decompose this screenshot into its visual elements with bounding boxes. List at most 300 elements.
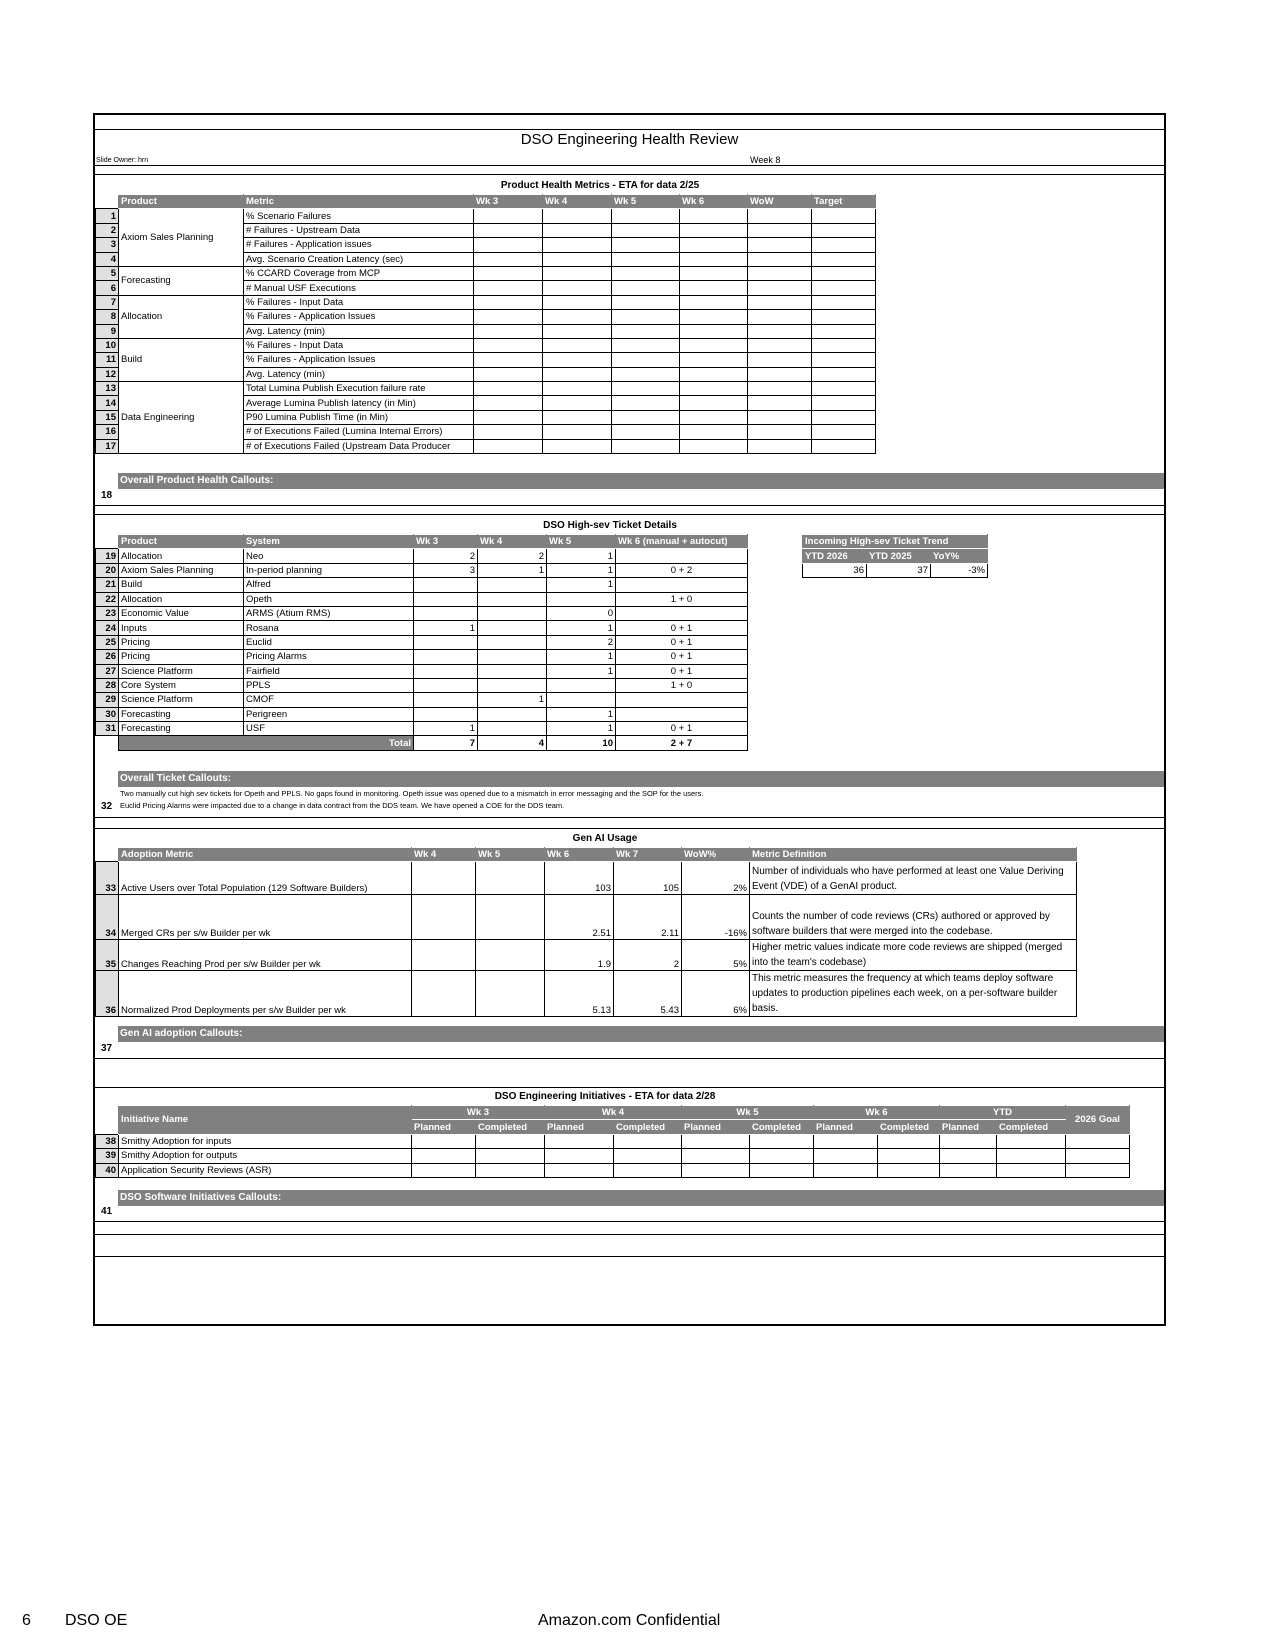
wk6-count: 0 + 1 [616, 722, 748, 736]
wk4-value [412, 971, 476, 1017]
wk5-count: 2 [547, 635, 616, 649]
system-name: Perigreen [244, 707, 414, 721]
wk3-count [414, 606, 478, 620]
sub-header: Planned [412, 1120, 476, 1134]
row-number: 29 [96, 693, 119, 707]
row-number: 32 [101, 801, 113, 812]
wk3-count [414, 664, 478, 678]
system-name: Alfred [244, 578, 414, 592]
header-spacer [96, 535, 119, 549]
value-cell [1066, 1163, 1130, 1177]
genai-callouts-title: Gen AI adoption Callouts: [118, 1026, 1164, 1042]
wk3-count [414, 707, 478, 721]
wk5-count: 1 [547, 664, 616, 678]
wk4-count: 1 [478, 693, 547, 707]
value-cell [543, 281, 612, 295]
value-cell [680, 281, 748, 295]
value-cell [748, 238, 812, 252]
value-cell [748, 310, 812, 324]
initiatives-table [95, 1105, 1130, 1178]
value-cell [878, 1134, 940, 1148]
sub-header: Planned [545, 1120, 614, 1134]
wk3-count [414, 650, 478, 664]
wow-value: 2% [682, 862, 750, 895]
product-name: Axiom Sales Planning [119, 209, 244, 267]
callout-line: Two manually cut high sev tickets for Opeth and PPLS. No gaps found in monitoring. Opeth issue was opened due to a mismatch in error messaging and the SOP for the users. [120, 789, 704, 798]
value-cell [474, 281, 543, 295]
wk4-count [478, 635, 547, 649]
wk4-count [478, 578, 547, 592]
value-cell [612, 439, 680, 453]
total-wk4: 4 [478, 736, 547, 750]
divider [95, 828, 1164, 829]
week-header: Wk 5 [682, 1106, 814, 1120]
value-cell [680, 310, 748, 324]
health-callouts-title: Overall Product Health Callouts: [118, 473, 1164, 489]
table-header-row [96, 195, 876, 209]
total-label: Total [119, 736, 414, 750]
tickets-callouts-title: Overall Ticket Callouts: [118, 771, 1164, 787]
initiative-name: Smithy Adoption for inputs [119, 1134, 412, 1148]
wk5-count: 1 [547, 707, 616, 721]
table-row [96, 266, 876, 280]
value-cell [812, 382, 876, 396]
value-cell [748, 338, 812, 352]
column-header: Wk 3 [414, 535, 478, 549]
wk4-value [412, 862, 476, 895]
value-cell [543, 382, 612, 396]
system-name: Fairfield [244, 664, 414, 678]
sub-header: Planned [814, 1120, 878, 1134]
row-number: 23 [96, 606, 119, 620]
value-cell [748, 295, 812, 309]
value-cell [680, 353, 748, 367]
sub-header: Completed [878, 1120, 940, 1134]
value-cell [682, 1149, 750, 1163]
wk4-count [478, 722, 547, 736]
value-cell [612, 382, 680, 396]
wk3-count: 1 [414, 722, 478, 736]
divider [95, 817, 1164, 818]
value-cell [748, 367, 812, 381]
table-row [96, 940, 1077, 971]
sub-header: Planned [940, 1120, 997, 1134]
wk5-count: 1 [547, 549, 616, 563]
table-row [96, 707, 748, 721]
value-cell [812, 410, 876, 424]
row-number: 20 [96, 563, 119, 577]
value-cell [814, 1163, 878, 1177]
week-header: Wk 3 [412, 1106, 545, 1120]
table-row [96, 338, 876, 352]
value-cell [543, 310, 612, 324]
row-number: 16 [96, 425, 119, 439]
row-number: 25 [96, 635, 119, 649]
table-row [96, 592, 748, 606]
trend-title: Incoming High-sev Ticket Trend [803, 535, 988, 549]
tickets-table [95, 534, 748, 751]
row-number: 24 [96, 621, 119, 635]
system-name: In-period planning [244, 563, 414, 577]
value-cell [940, 1163, 997, 1177]
value-cell [812, 295, 876, 309]
value-cell [997, 1134, 1066, 1148]
row-number: 19 [96, 549, 119, 563]
value-cell [748, 425, 812, 439]
value-cell [545, 1134, 614, 1148]
value-cell [812, 238, 876, 252]
product-name: Allocation [119, 592, 244, 606]
row-number: 34 [96, 895, 119, 940]
initiatives-callouts-title: DSO Software Initiatives Callouts: [118, 1190, 1164, 1206]
column-header: System [244, 535, 414, 549]
value-cell [680, 324, 748, 338]
row-number: 10 [96, 338, 119, 352]
value-cell [612, 396, 680, 410]
wk4-count: 2 [478, 549, 547, 563]
spacer [96, 736, 119, 750]
wk4-count: 1 [478, 563, 547, 577]
value-cell [1066, 1134, 1130, 1148]
table-row [96, 1163, 1130, 1177]
value-cell [474, 439, 543, 453]
value-cell [750, 1149, 814, 1163]
wk3-count [414, 678, 478, 692]
week-header: Wk 6 [814, 1106, 940, 1120]
metric-name: Total Lumina Publish Execution failure rate [244, 382, 474, 396]
value-cell [680, 338, 748, 352]
product-name: Forecasting [119, 266, 244, 295]
system-name: Pricing Alarms [244, 650, 414, 664]
product-name: Build [119, 578, 244, 592]
product-name: Pricing [119, 650, 244, 664]
table-row [96, 862, 1077, 895]
wk5-value [476, 862, 545, 895]
value-cell [812, 209, 876, 223]
value-cell [543, 425, 612, 439]
wk6-count: 0 + 1 [616, 635, 748, 649]
wk6-value: 5.13 [545, 971, 614, 1017]
value-cell [748, 353, 812, 367]
total-wk6: 2 + 7 [616, 736, 748, 750]
table-header-row [96, 535, 748, 549]
value-cell [814, 1134, 878, 1148]
wk6-count: 0 + 1 [616, 664, 748, 678]
value-cell [412, 1134, 476, 1148]
product-name: Pricing [119, 635, 244, 649]
wk6-count [616, 549, 748, 563]
callout-line: Euclid Pricing Alarms were impacted due to a change in data contract from the DDS team. We have opened a COE for the DDS team. [120, 801, 565, 810]
value-cell [812, 425, 876, 439]
table-header-row [96, 1106, 1130, 1120]
metric-name: Average Lumina Publish latency (in Min) [244, 396, 474, 410]
value-cell [612, 266, 680, 280]
metric-name: Avg. Latency (min) [244, 324, 474, 338]
value-cell [474, 266, 543, 280]
wk6-value: 1.9 [545, 940, 614, 971]
column-header: Wk 5 [612, 195, 680, 209]
value-cell [1066, 1149, 1130, 1163]
value-cell [680, 410, 748, 424]
value-cell [940, 1149, 997, 1163]
divider [95, 174, 1164, 175]
value-cell [543, 353, 612, 367]
value-cell [474, 410, 543, 424]
row-number: 30 [96, 707, 119, 721]
row-number: 21 [96, 578, 119, 592]
value-cell [612, 252, 680, 266]
value-cell [543, 439, 612, 453]
sub-header: Completed [997, 1120, 1066, 1134]
wk4-count [478, 621, 547, 635]
metric-name: P90 Lumina Publish Time (in Min) [244, 410, 474, 424]
table-row [96, 578, 748, 592]
system-name: USF [244, 722, 414, 736]
column-header: Product [119, 195, 244, 209]
metric-name: % Failures - Input Data [244, 338, 474, 352]
table-row [96, 382, 876, 396]
column-header: Metric Definition [750, 848, 1077, 862]
row-number: 35 [96, 940, 119, 971]
metric-name: % Failures - Application Issues [244, 310, 474, 324]
wk4-count [478, 592, 547, 606]
column-header: Wk 4 [412, 848, 476, 862]
value-cell [543, 238, 612, 252]
value-cell [474, 295, 543, 309]
product-name: Economic Value [119, 606, 244, 620]
value-cell [682, 1134, 750, 1148]
value-cell [612, 425, 680, 439]
product-name: Forecasting [119, 722, 244, 736]
wk4-count [478, 650, 547, 664]
value-cell [543, 324, 612, 338]
value-cell [940, 1134, 997, 1148]
value-cell [543, 338, 612, 352]
row-number: 13 [96, 382, 119, 396]
metric-definition: Higher metric values indicate more code reviews are shipped (merged into the team's codebase) [750, 940, 1077, 971]
value-cell [474, 382, 543, 396]
column-header: Wk 5 [476, 848, 545, 862]
row-number: 28 [96, 678, 119, 692]
wk5-count: 1 [547, 563, 616, 577]
value-cell [476, 1149, 545, 1163]
value-cell [474, 310, 543, 324]
value-cell [748, 324, 812, 338]
value-cell [814, 1149, 878, 1163]
wk5-value [476, 895, 545, 940]
row-number: 37 [101, 1043, 113, 1054]
row-number: 18 [101, 490, 113, 501]
value-cell [680, 238, 748, 252]
wk6-count [616, 606, 748, 620]
value-cell [680, 252, 748, 266]
divider [95, 1234, 1164, 1235]
metric-name: # Manual USF Executions [244, 281, 474, 295]
column-header: Wk 4 [478, 535, 547, 549]
value-cell [543, 252, 612, 266]
value-cell [545, 1163, 614, 1177]
report-sheet [93, 113, 1166, 1326]
value-cell [812, 266, 876, 280]
table-row [96, 563, 748, 577]
row-number: 17 [96, 439, 119, 453]
value-cell [543, 266, 612, 280]
value-cell [878, 1149, 940, 1163]
value-cell [748, 439, 812, 453]
value-cell [612, 338, 680, 352]
column-header: WoW [748, 195, 812, 209]
divider [95, 165, 1164, 166]
row-number: 12 [96, 367, 119, 381]
wow-value: -16% [682, 895, 750, 940]
metric-name: % Failures - Input Data [244, 295, 474, 309]
wk6-value: 103 [545, 862, 614, 895]
value-cell [750, 1163, 814, 1177]
value-cell [474, 252, 543, 266]
wk6-count [616, 693, 748, 707]
wk5-count: 1 [547, 722, 616, 736]
product-name: Allocation [119, 549, 244, 563]
wk6-count [616, 578, 748, 592]
value-cell [612, 353, 680, 367]
metric-name: % Scenario Failures [244, 209, 474, 223]
column-header: Initiative Name [119, 1106, 412, 1135]
column-header: Wk 5 [547, 535, 616, 549]
value-cell [812, 367, 876, 381]
wk4-value [412, 940, 476, 971]
table-row [96, 295, 876, 309]
metric-name: % CCARD Coverage from MCP [244, 266, 474, 280]
header-spacer [96, 848, 119, 862]
column-header: YTD 2026 [803, 549, 867, 563]
value-cell [812, 439, 876, 453]
value-cell [680, 223, 748, 237]
metric-definition: Counts the number of code reviews (CRs) authored or approved by software builders that were merged into the codebase. [750, 895, 1077, 940]
trend-title-row [803, 535, 988, 549]
wk5-count: 1 [547, 621, 616, 635]
wk3-count [414, 578, 478, 592]
initiative-name: Application Security Reviews (ASR) [119, 1163, 412, 1177]
value-cell [750, 1134, 814, 1148]
table-row [96, 971, 1077, 1017]
initiatives-section-title: DSO Engineering Initiatives - ETA for data 2/28 [494, 1091, 716, 1102]
trend-value: 36 [803, 563, 867, 577]
row-number: 33 [96, 862, 119, 895]
column-header: Wk 4 [543, 195, 612, 209]
value-cell [680, 295, 748, 309]
table-row [96, 606, 748, 620]
wk4-count [478, 606, 547, 620]
value-cell [476, 1134, 545, 1148]
value-cell [614, 1149, 682, 1163]
product-name: Inputs [119, 621, 244, 635]
product-name: Allocation [119, 295, 244, 338]
wk5-value [476, 940, 545, 971]
trend-header-row [803, 549, 988, 563]
wk4-count [478, 664, 547, 678]
value-cell [812, 281, 876, 295]
metric-name: # of Executions Failed (Lumina Internal Errors) [244, 425, 474, 439]
column-header: Product [119, 535, 244, 549]
value-cell [812, 310, 876, 324]
column-header: Wk 7 [614, 848, 682, 862]
column-header: Metric [244, 195, 474, 209]
column-header: 2026 Goal [1066, 1106, 1130, 1135]
table-row [96, 549, 748, 563]
value-cell [812, 223, 876, 237]
system-name: CMOF [244, 693, 414, 707]
wk7-value: 105 [614, 862, 682, 895]
wk5-count: 1 [547, 578, 616, 592]
wk6-count: 0 + 1 [616, 621, 748, 635]
column-header: Wk 6 [545, 848, 614, 862]
value-cell [474, 238, 543, 252]
row-number: 39 [96, 1149, 119, 1163]
wk7-value: 2 [614, 940, 682, 971]
metric-name: # Failures - Application issues [244, 238, 474, 252]
value-cell [543, 396, 612, 410]
value-cell [412, 1149, 476, 1163]
adoption-metric: Active Users over Total Population (129 Software Builders) [119, 862, 412, 895]
value-cell [748, 209, 812, 223]
row-number: 2 [96, 223, 119, 237]
value-cell [545, 1149, 614, 1163]
table-row [96, 722, 748, 736]
value-cell [614, 1163, 682, 1177]
sub-header: Completed [476, 1120, 545, 1134]
table-row [96, 650, 748, 664]
wk5-count: 1 [547, 650, 616, 664]
total-wk5: 10 [547, 736, 616, 750]
tickets-callouts-text [120, 788, 704, 812]
page-title: DSO Engineering Health Review [520, 131, 739, 148]
trend-value: -3% [931, 563, 988, 577]
table-row [96, 209, 876, 223]
adoption-metric: Normalized Prod Deployments per s/w Builder per wk [119, 971, 412, 1017]
value-cell [878, 1163, 940, 1177]
row-number: 36 [96, 971, 119, 1017]
row-number: 14 [96, 396, 119, 410]
value-cell [748, 252, 812, 266]
value-cell [812, 396, 876, 410]
value-cell [748, 410, 812, 424]
wow-value: 6% [682, 971, 750, 1017]
system-name: PPLS [244, 678, 414, 692]
row-number: 4 [96, 252, 119, 266]
value-cell [474, 367, 543, 381]
value-cell [474, 338, 543, 352]
row-number: 15 [96, 410, 119, 424]
product-name: Core System [119, 678, 244, 692]
metric-definition: This metric measures the frequency at which teams deploy software updates to production pipelines each week, on a per-software builder basis. [750, 971, 1077, 1017]
value-cell [612, 223, 680, 237]
health-section-title: Product Health Metrics - ETA for data 2/25 [500, 180, 700, 191]
value-cell [680, 367, 748, 381]
tickets-section-title: DSO High-sev Ticket Details [543, 520, 677, 531]
value-cell [748, 382, 812, 396]
table-header-row [96, 848, 1077, 862]
system-name: ARMS (Atium RMS) [244, 606, 414, 620]
system-name: Opeth [244, 592, 414, 606]
value-cell [748, 266, 812, 280]
row-number: 27 [96, 664, 119, 678]
row-number: 40 [96, 1163, 119, 1177]
metric-name: % Failures - Application Issues [244, 353, 474, 367]
value-cell [474, 353, 543, 367]
wk5-count: 0 [547, 606, 616, 620]
wk3-count: 2 [414, 549, 478, 563]
row-number: 6 [96, 281, 119, 295]
